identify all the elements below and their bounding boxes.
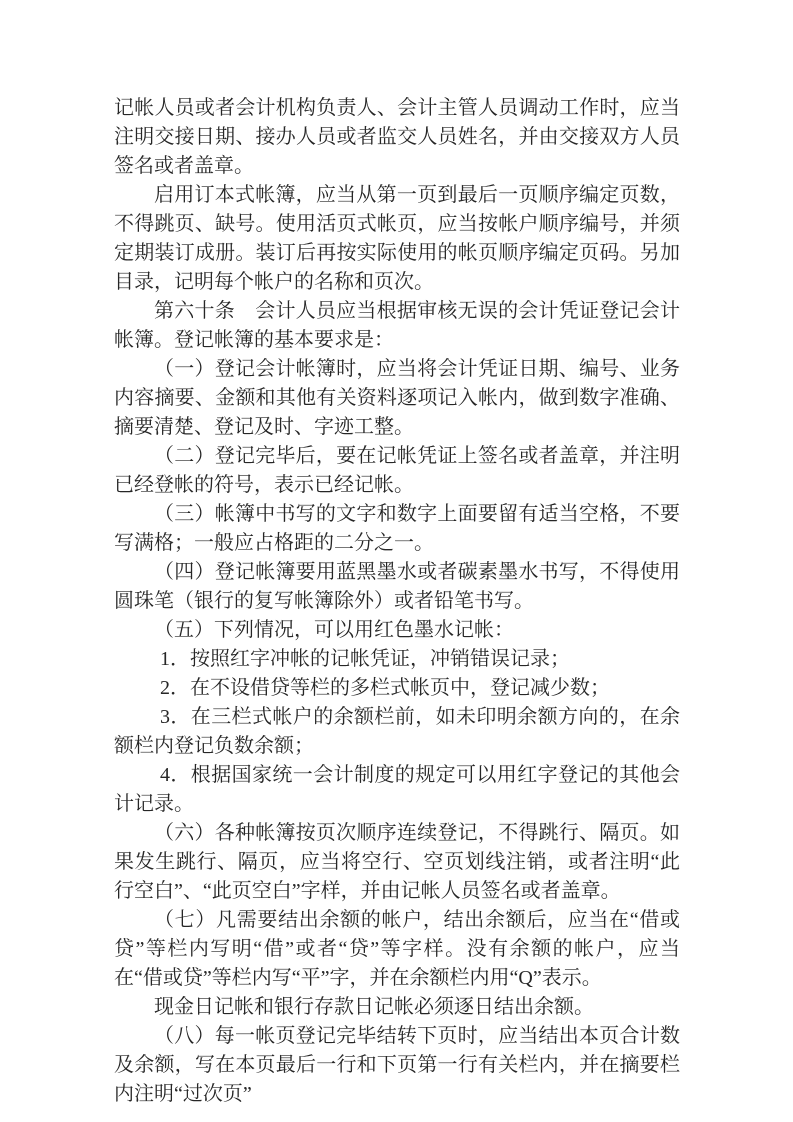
paragraph: 第六十条 会计人员应当根据审核无误的会计凭证登记会计帐簿。登记帐簿的基本要求是： [114, 300, 680, 351]
paragraph: 启用订本式帐簿，应当从第一页到最后一页顺序编定页数，不得跳页、缺号。使用活页式帐页，应当按帐户顺序编号，并须定期装订成册。装订后再按实际使用的帐页顺序编定页码。另加目录，记明每个帐户的名称和页次。 [114, 184, 680, 293]
paragraph: 现金日记帐和银行存款日记帐必须逐日结出余额。 [154, 996, 594, 1018]
paragraph: （五）下列情况，可以用红色墨水记帐： [154, 619, 514, 641]
paragraph: （四）登记帐簿要用蓝黑墨水或者碳素墨水书写，不得使用圆珠笔（银行的复写帐簿除外）或者铅笔书写。 [114, 561, 680, 612]
paragraph: 4．根据国家统一会计制度的规定可以用红字登记的其他会计记录。 [114, 764, 680, 815]
paragraph: （三）帐簿中书写的文字和数字上面要留有适当空格，不要写满格；一般应占格距的二分之一。 [114, 503, 680, 554]
paragraph: （六）各种帐簿按页次顺序连续登记，不得跳行、隔页。如果发生跳行、隔页，应当将空行、空页划线注销，或者注明“此行空白”、“此页空白”字样，并由记帐人员签名或者盖章。 [114, 822, 680, 902]
paragraph: 2．在不设借贷等栏的多栏式帐页中，登记减少数； [160, 677, 610, 699]
paragraph: （七）凡需要结出余额的帐户，结出余额后，应当在“借或贷”等栏内写明“借”或者“贷”等字样。没有余额的帐户，应当在“借或贷”等栏内写“平”字，并在余额栏内用“Q”表示。 [114, 909, 680, 989]
paragraph: （二）登记完毕后，要在记帐凭证上签名或者盖章，并注明已经登帐的符号，表示已经记帐。 [114, 445, 680, 496]
paragraph: 1．按照红字冲帐的记帐凭证，冲销错误记录； [160, 648, 570, 670]
paragraph: （八）每一帐页登记完毕结转下页时，应当结出本页合计数及余额，写在本页最后一行和下页第一行有关栏内，并在摘要栏内注明“过次页” [114, 1025, 680, 1105]
paragraph: 3．在三栏式帐户的余额栏前，如未印明余额方向的，在余额栏内登记负数余额； [114, 706, 680, 757]
paragraph: （一）登记会计帐簿时，应当将会计凭证日期、编号、业务内容摘要、金额和其他有关资料逐项记入帐内，做到数字准确、摘要清楚、登记及时、字迹工整。 [114, 358, 680, 438]
document-text-block [114, 94, 680, 1109]
paragraph: 记帐人员或者会计机构负责人、会计主管人员调动工作时，应当注明交接日期、接办人员或者监交人员姓名，并由交接双方人员签名或者盖章。 [114, 97, 680, 177]
